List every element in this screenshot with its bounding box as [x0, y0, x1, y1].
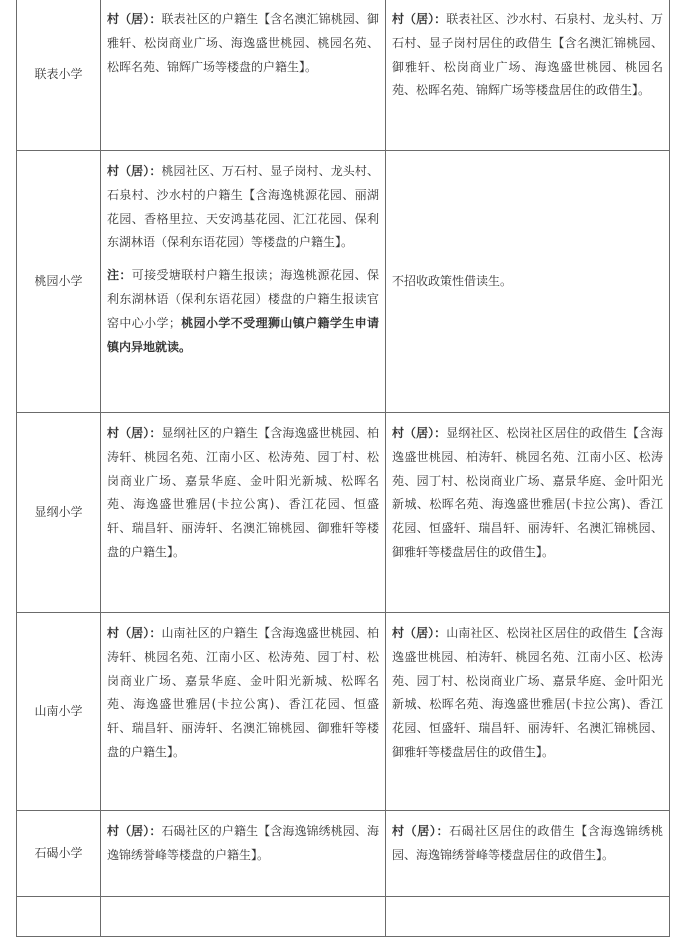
hukou-cell	[101, 0, 386, 151]
table-row	[17, 897, 670, 937]
zhengce-text: 村（居）：山南社区、松岗社区居住的政借生【含海逸盛世桃园、柏涛轩、桃园名苑、江南小区、松涛苑、园丁村、松岗商业广场、嘉景华庭、金叶阳光新城、松晖名苑、海逸盛世雅居(卡拉公寓)、香江花园、恒盛轩、瑞昌轩、丽涛轩、名澳汇锦桃园、御雅轩等楼盘居住的政借生】。	[392, 626, 663, 759]
table-row	[17, 811, 670, 897]
hukou-text: 村（居）：联表社区的户籍生【含名澳汇锦桃园、御雅轩、松岗商业广场、海逸盛世桃园、桃园名苑、松晖名苑、锦辉广场等楼盘的户籍生】。	[107, 12, 379, 74]
zhengce-text: 村（居）：联表社区、沙水村、石泉村、龙头村、万石村、显子岗村居住的政借生【含名澳汇锦桃园、御雅轩、松岗商业广场、海逸盛世桃园、桃园名苑、松晖名苑、锦辉广场等楼盘居住的政借生】。	[392, 12, 663, 98]
enrollment-table	[16, 0, 670, 937]
table-row	[17, 151, 670, 413]
note-text: 注：可接受塘联村户籍生报读；海逸桃源花园、保利东湖林语（保利东语花园）楼盘的户籍生报读官窑中心小学；桃园小学不受理狮山镇户籍学生申请镇内异地就读。	[107, 268, 379, 354]
hukou-text: 村（居）：石碣社区的户籍生【含海逸锦绣桃园、海逸锦绣誉峰等楼盘的户籍生】。	[107, 824, 379, 862]
zhengce-cell	[386, 151, 670, 413]
hukou-text: 村（居）：桃园社区、万石村、显子岗村、龙头村、石泉村、沙水村的户籍生【含海逸桃源花园、丽湖花园、香格里拉、天安鸿基花园、汇江花园、保利东湖林语（保利东语花园）等楼盘的户籍生】。	[107, 164, 379, 250]
hukou-text: 村（居）：山南社区的户籍生【含海逸盛世桃园、柏涛轩、桃园名苑、江南小区、松涛苑、园丁村、松岗商业广场、嘉景华庭、金叶阳光新城、松晖名苑、海逸盛世雅居(卡拉公寓)、香江花园、恒盛轩、瑞昌轩、丽涛轩、名澳汇锦桃园、御雅轩等楼盘的户籍生】。	[107, 626, 379, 759]
school-name	[17, 897, 101, 937]
hukou-cell	[101, 413, 386, 613]
table-row	[17, 613, 670, 811]
zhengce-text: 村（居）：显纲社区、松岗社区居住的政借生【含海逸盛世桃园、柏涛轩、桃园名苑、江南小区、松涛苑、园丁村、松岗商业广场、嘉景华庭、金叶阳光新城、松晖名苑、海逸盛世雅居(卡拉公寓)、香江花园、恒盛轩、瑞昌轩、丽涛轩、名澳汇锦桃园、御雅轩等楼盘居住的政借生】。	[392, 426, 663, 559]
hukou-cell	[101, 151, 386, 413]
hukou-cell	[101, 811, 386, 897]
table-row	[17, 0, 670, 151]
zhengce-cell	[386, 413, 670, 613]
hukou-cell	[101, 897, 386, 937]
hukou-text: 村（居）：显纲社区的户籍生【含海逸盛世桃园、柏涛轩、桃园名苑、江南小区、松涛苑、园丁村、松岗商业广场、嘉景华庭、金叶阳光新城、松晖名苑、海逸盛世雅居(卡拉公寓)、香江花园、恒盛轩、瑞昌轩、丽涛轩、名澳汇锦桃园、御雅轩等楼盘的户籍生】。	[107, 426, 379, 559]
school-name: 山南小学	[17, 613, 101, 811]
school-name: 石碣小学	[17, 811, 101, 897]
table-row	[17, 413, 670, 613]
hukou-cell	[101, 613, 386, 811]
zhengce-cell	[386, 811, 670, 897]
school-name: 联表小学	[17, 0, 101, 151]
school-name: 显纲小学	[17, 413, 101, 613]
zhengce-cell	[386, 0, 670, 151]
zhengce-text: 不招收政策性借读生。	[392, 273, 513, 288]
zhengce-cell	[386, 897, 670, 937]
zhengce-cell	[386, 613, 670, 811]
zhengce-text: 村（居）：石碣社区居住的政借生【含海逸锦绣桃园、海逸锦绣誉峰等楼盘居住的政借生】。	[392, 824, 663, 862]
school-name: 桃园小学	[17, 151, 101, 413]
